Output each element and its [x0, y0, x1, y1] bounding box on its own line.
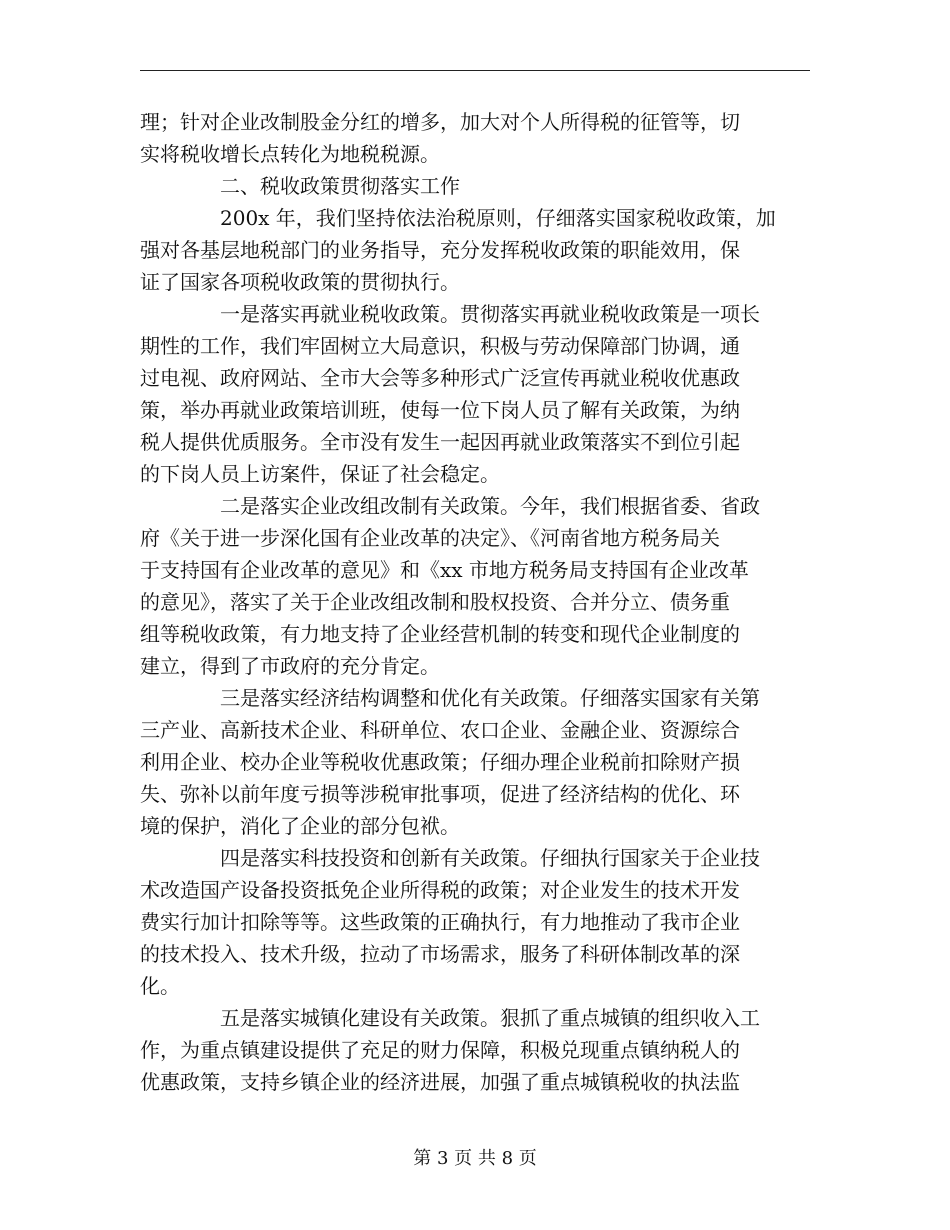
text-line: 于支持国有企业改革的意见》和《xx 市地方税务局支持国有企业改革	[140, 558, 749, 582]
text-line: 三产业、高新技术企业、科研单位、农口企业、金融企业、资源综合	[140, 718, 740, 742]
text-line: 证了国家各项税收政策的贯彻执行。	[140, 270, 460, 294]
text-line: 的下岗人员上访案件，保证了社会稳定。	[140, 462, 500, 486]
text-line: 四是落实科技投资和创新有关政策。仔细执行国家关于企业技	[220, 846, 760, 870]
paragraph	[140, 682, 810, 842]
text-line: 化。	[140, 974, 180, 998]
paragraph	[140, 106, 810, 170]
text-line: 组等税收政策，有力地支持了企业经营机制的转变和现代企业制度的	[140, 622, 740, 646]
paragraph	[140, 202, 810, 298]
text-line: 建立，得到了市政府的充分肯定。	[140, 654, 440, 678]
paragraph	[140, 170, 810, 202]
text-line: 二、税收政策贯彻落实工作	[220, 174, 460, 198]
text-line: 费实行加计扣除等等。这些政策的正确执行，有力地推动了我市企业	[140, 910, 740, 934]
page-number: 第 3 页 共 8 页	[413, 1148, 537, 1169]
text-line: 的意见》，落实了关于企业改组改制和股权投资、合并分立、债务重	[140, 590, 730, 614]
text-line: 的技术投入、技术升级，拉动了市场需求，服务了科研体制改革的深	[140, 942, 740, 966]
text-line: 实将税收增长点转化为地税税源。	[140, 142, 440, 166]
paragraph	[140, 490, 810, 682]
text-line: 作，为重点镇建设提供了充足的财力保障，积极兑现重点镇纳税人的	[140, 1038, 740, 1062]
text-line: 一是落实再就业税收政策。贯彻落实再就业税收政策是一项长	[220, 302, 760, 326]
text-line: 二是落实企业改组改制有关政策。今年，我们根据省委、省政	[220, 494, 760, 518]
text-line: 境的保护，消化了企业的部分包袱。	[140, 814, 460, 838]
text-line: 策，举办再就业政策培训班，使每一位下岗人员了解有关政策，为纳	[140, 398, 740, 422]
text-line: 过电视、政府网站、全市大会等多种形式广泛宣传再就业税收优惠政	[140, 366, 740, 390]
text-line: 府《关于进一步深化国有企业改革的决定》、《河南省地方税务局关	[140, 526, 720, 550]
text-line: 理；针对企业改制股金分红的增多，加大对个人所得税的征管等，切	[140, 110, 740, 134]
text-line: 200x 年，我们坚持依法治税原则，仔细落实国家税收政策，加	[220, 206, 776, 230]
text-line: 税人提供优质服务。全市没有发生一起因再就业政策落实不到位引起	[140, 430, 740, 454]
paragraph	[140, 842, 810, 1002]
text-line: 利用企业、校办企业等税收优惠政策；仔细办理企业税前扣除财产损	[140, 750, 740, 774]
paragraph	[140, 1002, 810, 1098]
text-line: 三是落实经济结构调整和优化有关政策。仔细落实国家有关第	[220, 686, 760, 710]
text-line: 优惠政策，支持乡镇企业的经济进展，加强了重点城镇税收的执法监	[140, 1070, 740, 1094]
text-line: 术改造国产设备投资抵免企业所得税的政策；对企业发生的技术开发	[140, 878, 740, 902]
page-footer	[0, 1147, 950, 1171]
text-line: 失、弥补以前年度亏损等涉税审批事项，促进了经济结构的优化、环	[140, 782, 740, 806]
text-line: 五是落实城镇化建设有关政策。狠抓了重点城镇的组织收入工	[220, 1006, 760, 1030]
paragraph	[140, 298, 810, 490]
document-body	[140, 106, 810, 1098]
text-line: 期性的工作，我们牢固树立大局意识，积极与劳动保障部门协调，通	[140, 334, 740, 358]
text-line: 强对各基层地税部门的业务指导，充分发挥税收政策的职能效用，保	[140, 238, 740, 262]
header-rule	[140, 70, 810, 71]
